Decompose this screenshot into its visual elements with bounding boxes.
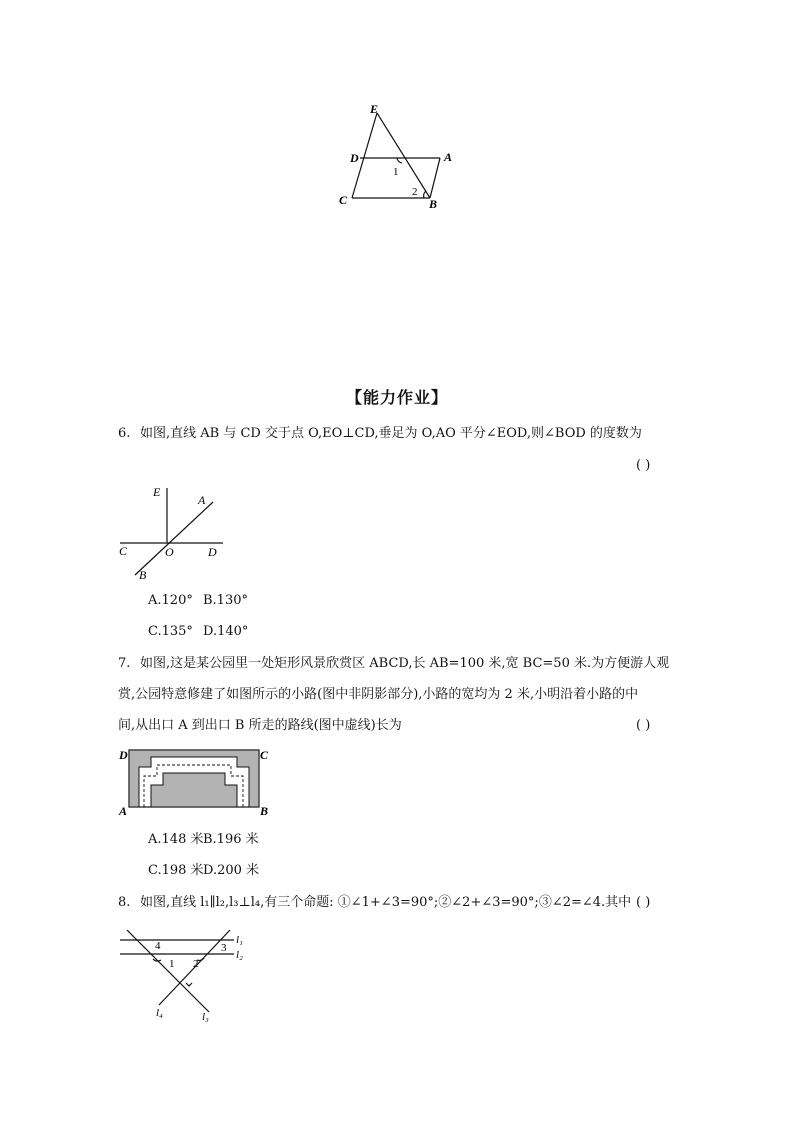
q8-answer-bracket: ( ) — [636, 895, 651, 910]
label-angle-2: 2 — [412, 186, 418, 198]
q7-label-A: A — [119, 804, 128, 818]
q6-label-E: E — [153, 485, 161, 499]
q6-text: 如图,直线 AB 与 CD 交于点 O,EO⊥CD,垂足为 O,AO 平分∠EOD,则∠BOD 的度数为 — [140, 426, 642, 441]
q6-answer-bracket: ( ) — [636, 458, 651, 473]
label-C: C — [339, 193, 348, 207]
q6-option-b: B.130° — [203, 593, 248, 608]
q8-label-3: 3 — [221, 942, 227, 954]
q6-option-d: D.140° — [203, 624, 249, 639]
q7-option-c: C.198 米 — [148, 863, 204, 878]
q7-figure — [117, 745, 272, 820]
q8-label-l3: l₃ — [202, 1011, 209, 1022]
q6-option-a: A.120° — [148, 593, 193, 608]
q6-number: 6. — [118, 426, 131, 441]
q8-label-l1: l₁ — [236, 934, 243, 946]
q7-text-line1: 如图,这是某公园里一处矩形风景欣赏区 ABCD,长 AB=100 米,宽 BC=50 米.为方便游人观 — [140, 656, 670, 671]
q8-text: 如图,直线 l₁∥l₂,l₃⊥l₄,有三个命题: ①∠1+∠3=90°;②∠2+∠3=90°;③∠2=∠4.其中 — [140, 895, 632, 910]
q7-text-line3: 间,从出口 A 到出口 B 所走的路线(图中虚线)长为 — [118, 718, 402, 733]
q8-label-l2: l₂ — [236, 949, 243, 961]
q7-option-a: A.148 米 — [148, 832, 204, 847]
q8-number: 8. — [118, 895, 131, 910]
q7-label-B: B — [260, 804, 269, 818]
q7-option-b: B.196 米 — [203, 832, 259, 847]
q6-label-O: O — [165, 545, 174, 559]
figure-triangle-parallelogram — [330, 98, 460, 213]
q7-label-D: D — [119, 748, 128, 762]
q8-label-2: 2 — [193, 958, 199, 970]
label-B: B — [429, 197, 438, 211]
q8-label-l4: l₄ — [156, 1007, 163, 1019]
q7-label-C: C — [260, 748, 269, 762]
q6-label-C: C — [119, 544, 128, 558]
label-D: D — [350, 151, 359, 165]
q6-label-D: D — [208, 545, 217, 559]
q8-figure — [117, 922, 257, 1022]
q8-label-4: 4 — [155, 940, 161, 952]
label-E: E — [370, 102, 379, 116]
q8-label-1: 1 — [169, 958, 175, 970]
q7-text-line2: 赏,公园特意修建了如图所示的小路(图中非阴影部分),小路的宽均为 2 米,小明沿着小路的中 — [118, 687, 639, 702]
label-angle-1: 1 — [393, 166, 399, 178]
q6-option-c: C.135° — [148, 624, 193, 639]
label-A: A — [444, 150, 453, 164]
q7-answer-bracket: ( ) — [636, 718, 651, 733]
q6-label-A: A — [198, 493, 206, 507]
section-title: 【能力作业】 — [345, 388, 448, 407]
q6-figure — [115, 480, 225, 585]
q7-option-d: D.200 米 — [203, 863, 260, 878]
q7-number: 7. — [118, 656, 131, 671]
q6-label-B: B — [139, 568, 147, 582]
